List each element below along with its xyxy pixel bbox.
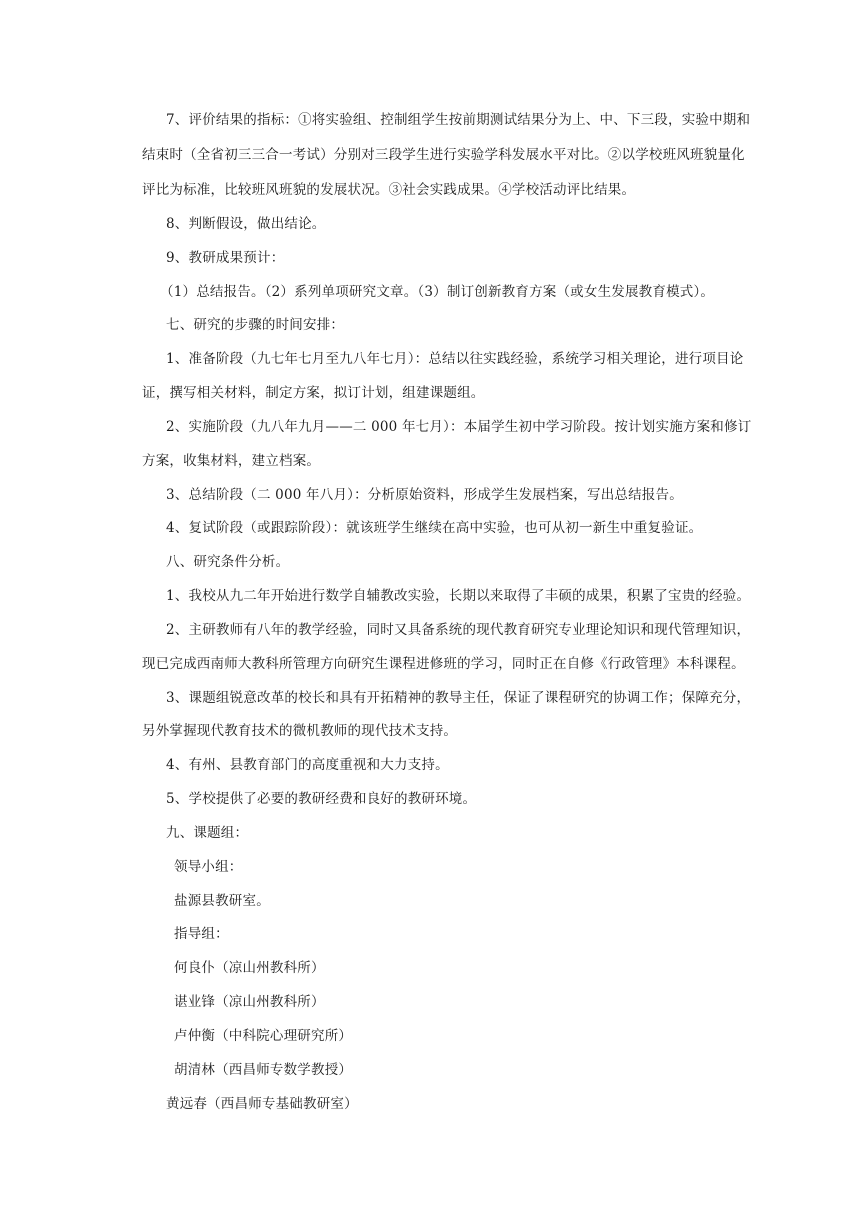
text-line: 8、判断假设，做出结论。: [166, 216, 326, 232]
text-line: 结束时（全省初三三合一考试）分别对三段学生进行实验学科发展水平对比。②以学校班风班貌量化: [142, 147, 745, 163]
text-line: 3、课题组锐意改革的校长和具有开拓精神的教导主任，保证了课程研究的协调工作；保障充分，: [166, 690, 751, 706]
text-line: 1、我校从九二年开始进行数学自辅教改实验，长期以来取得了丰硕的成果，积累了宝贵的经验。: [166, 588, 751, 604]
text-line: 方案，收集材料，建立档案。: [142, 453, 321, 469]
text-line: 证，撰写相关材料，制定方案，拟订计划，组建课题组。: [142, 385, 485, 401]
text-line: 另外掌握现代教育技术的微机教师的现代技术支持。: [142, 723, 458, 739]
text-line: 4、复试阶段（或跟踪阶段）：就该班学生继续在高中实验，也可从初一新生中重复验证。: [166, 520, 703, 536]
section-heading: 七、研究的步骤的时间安排：: [166, 317, 345, 333]
text-line: 2、主研教师有八年的教学经验，同时又具备系统的现代教育研究专业理论知识和现代管理知识，: [166, 622, 751, 638]
text-line: 2、实施阶段（九八年九月——二 000 年七月）：本届学生初中学习阶段。按计划实施方案和修订: [166, 419, 752, 435]
text-line: 5、学校提供了必要的教研经费和良好的教研环境。: [166, 791, 477, 807]
section-heading: 九、课题组：: [166, 825, 249, 841]
text-line: 黄远春（西昌师专基础教研室）: [166, 1096, 358, 1112]
text-line: 7、评价结果的指标：①将实验组、控制组学生按前期测试结果分为上、中、下三段，实验中期和: [166, 112, 751, 128]
text-line: 现已完成西南师大教科所管理方向研究生课程进修班的学习，同时正在自修《行政管理》本科课程。: [142, 656, 745, 672]
text-line: （1）总结报告。（2）系列单项研究文章。（3）制订创新教育方案（或女生发展教育模式）。: [160, 284, 715, 300]
text-line: 胡清林（西昌师专数学教授）: [174, 1062, 353, 1078]
text-line: 卢仲衡（中科院心理研究所）: [174, 1028, 353, 1044]
text-line: 4、有州、县教育部门的高度重视和大力支持。: [166, 757, 449, 773]
text-line: 谌业锋（凉山州教科所）: [174, 994, 325, 1010]
text-line: 3、总结阶段（二 000 年八月）：分析原始资料，形成学生发展档案，写出总结报告。: [166, 487, 683, 503]
section-heading: 八、研究条件分析。: [166, 554, 290, 570]
text-line: 评比为标准，比较班风班貌的发展状况。③社会实践成果。④学校活动评比结果。: [142, 182, 636, 198]
text-line: 1、准备阶段（九七年七月至九八年七月）：总结以往实践经验，系统学习相关理论，进行项目论: [166, 351, 744, 367]
text-line: 领导小组：: [174, 859, 243, 875]
text-line: 盐源县教研室。: [174, 893, 270, 909]
text-line: 指导组：: [174, 926, 229, 942]
text-line: 9、教研成果预计：: [166, 250, 285, 266]
text-line: 何良仆（凉山州教科所）: [174, 960, 325, 976]
